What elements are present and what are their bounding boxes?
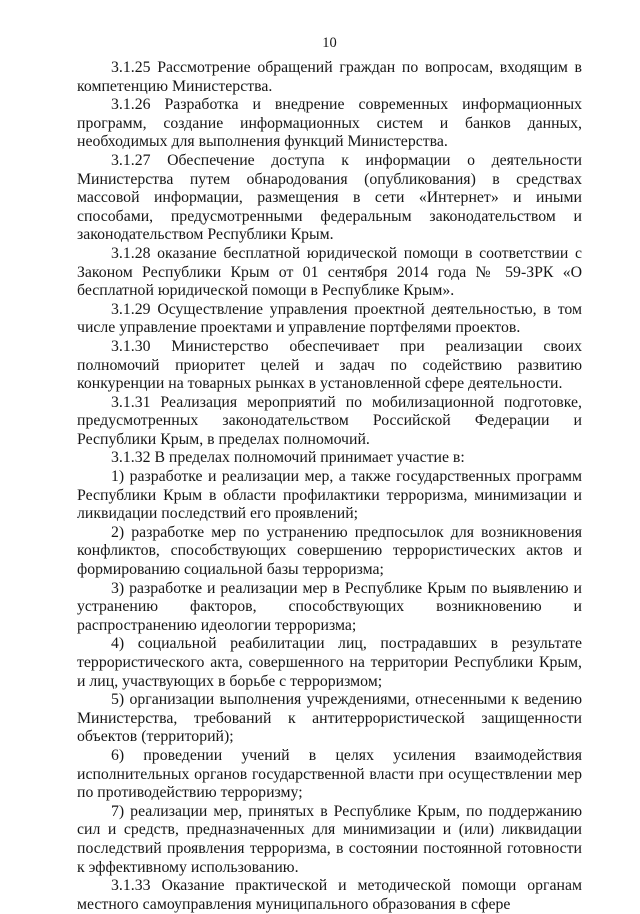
list-item-3: 3) разработке и реализации мер в Республике Крым по выявлению и устранению факторов, способствующих возникновению и распространению идеологии терроризма; (77, 579, 582, 634)
paragraph-3-1-26: 3.1.26 Разработка и внедрение современных информационных программ, создание информационных систем и банков данных, необходимых для выполнения функций Министерства. (77, 96, 582, 151)
paragraph-3-1-28: 3.1.28 оказание бесплатной юридической помощи в соответствии с Законом Республики Крым от 01 сентября 2014 года № 59-ЗРК «О бесплатной юридической помощи в Республике Крым». (77, 244, 582, 300)
list-item-4: 4) социальной реабилитации лиц, пострадавших в результате террористического акта, совершенного на территории Республики Крым, и лиц, участвующих в борьбе с терроризмом; (77, 635, 582, 690)
document-body (77, 59, 582, 914)
paragraph-3-1-31: 3.1.31 Реализация мероприятий по мобилизационной подготовке, предусмотренных законодательством Российской Федерации и Республики Крым, в пределах полномочий. (77, 393, 582, 448)
list-item-2: 2) разработке мер по устранению предпосылок для возникновения конфликтов, способствующих совершению террористических актов и формированию социальной базы терроризма; (77, 523, 582, 579)
page-number: 10 (322, 35, 337, 51)
list-item-7: 7) реализации мер, принятых в Республике Крым, по поддержанию сил и средств, предназначенных для минимизации и (или) ликвидации последствий проявления терроризма, в состоянии постоянной готовности к эффективному использованию. (77, 802, 582, 876)
paragraph-3-1-27: 3.1.27 Обеспечение доступа к информации о деятельности Министерства путем обнародования (опубликования) в средствах массовой информации, размещения в сети «Интернет» и иными способами, предусмотренными федеральным законодательством и законодательством Республики Крым. (77, 151, 582, 244)
paragraph-3-1-25: 3.1.25 Рассмотрение обращений граждан по вопросам, входящим в компетенцию Министерства. (77, 59, 582, 95)
list-item-5: 5) организации выполнения учреждениями, отнесенными к ведению Министерства, требований к антитеррористической защищенности объектов (территорий); (77, 691, 582, 746)
paragraph-3-1-29: 3.1.29 Осуществление управления проектной деятельностью, в том числе управление проектами и управление портфелями проектов. (77, 300, 582, 337)
list-item-6: 6) проведении учений в целях усиления взаимодействия исполнительных органов государственной власти при осуществлении мер по противодействию терроризму; (77, 746, 582, 802)
list-item-1: 1) разработке и реализации мер, а также государственных программ Республики Крым в области профилактики терроризма, минимизации и ликвидации последствий его проявлений; (77, 468, 582, 523)
paragraph-3-1-30: 3.1.30 Министерство обеспечивает при реализации своих полномочий приоритет целей и задач по содействию развитию конкуренции на товарных рынках в установленной сфере деятельности. (77, 337, 582, 393)
paragraph-3-1-33: 3.1.33 Оказание практической и методической помощи органам местного самоуправления муниципального образования в сфере (77, 877, 582, 913)
paragraph-3-1-32: 3.1.32 В пределах полномочий принимает участие в: (111, 449, 465, 467)
